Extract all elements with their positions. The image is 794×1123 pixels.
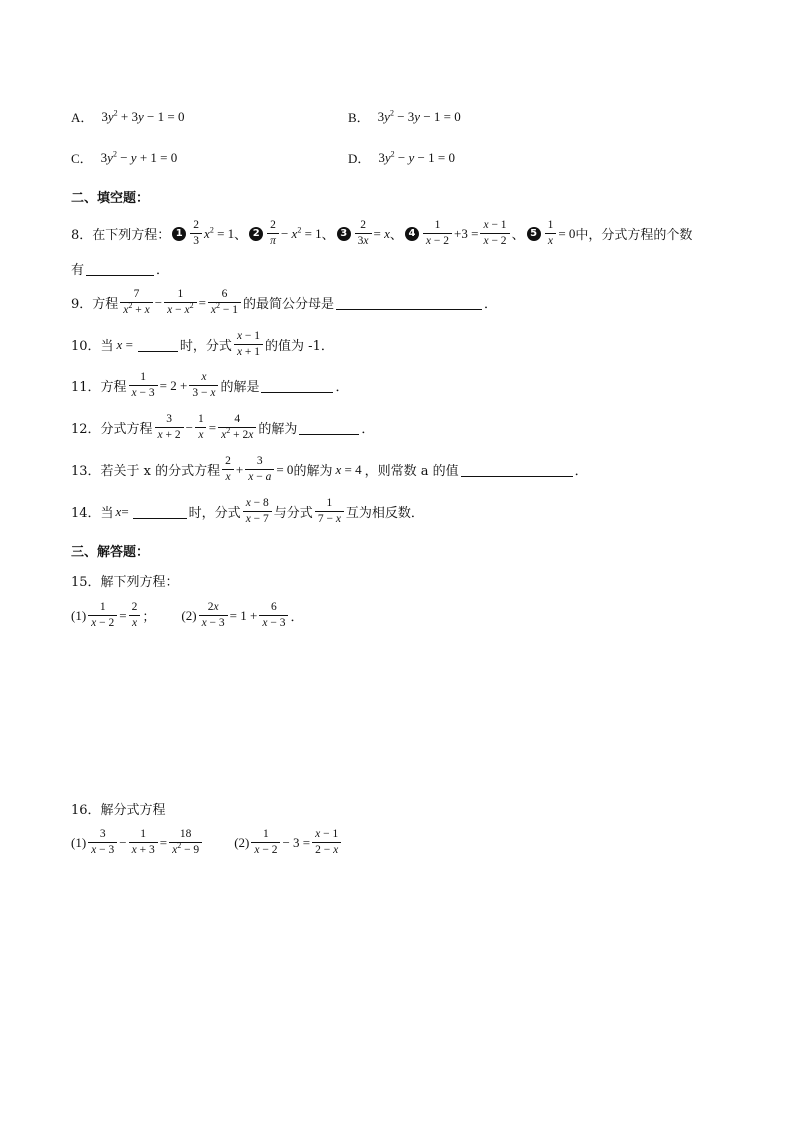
option-b-label: B． — [348, 110, 370, 125]
q15-part-1: (1) — [71, 607, 87, 623]
circled-5-icon: 5 — [527, 227, 541, 241]
question-16: (1) $\frac{3}{x - 3}$ − $\frac{1}{x + 3}$ = $\frac{18}{x^2 - 9}$ (2) $\frac{1}{x - 2}$ − 3 = $\frac{x - 1}{2 - x}$ — [71, 828, 343, 857]
circled-1-icon: 1 — [172, 227, 186, 241]
q14-suffix: 互为相反数． — [345, 506, 424, 522]
answer-blank[interactable] — [261, 378, 333, 393]
q8-end: ． — [156, 263, 170, 278]
q14-prefix: 14．当 — [71, 506, 114, 522]
question-15-title: 15．解下列方程： — [71, 575, 179, 590]
circled-2-icon: 2 — [249, 227, 263, 241]
option-a-label: A． — [71, 110, 94, 125]
q14-mid2: 与分式 — [273, 506, 313, 522]
question-16-title: 16．解分式方程 — [71, 803, 166, 818]
answer-blank[interactable] — [133, 504, 187, 519]
question-11: 11．方程 $\frac{1}{x - 3}$ = 2 + $\frac{x}{3 - x}$ 的解是 ． — [71, 371, 349, 400]
q9-suffix: 的最简公分母是 — [243, 297, 335, 313]
question-13: 13．若关于 x 的分式方程 $\frac{2}{x}$ + $\frac{3}{x - a}$ = 0 的解为 x = 4 ，则常数 a 的值 ． — [71, 455, 588, 484]
q15-end: ． — [290, 610, 304, 626]
option-c: C． $3y^2 - y + 1 = 0$ — [71, 149, 178, 166]
question-8: 8．在下列方程： 1 $\frac{2}{3}$ $x^2 = 1$ 、 2 $\frac{2}{\pi}$ − $x^2 = 1$ 、 3 $\frac{2}{3x}$ = x 、 4 $\frac{1}{x - 2}$ +3 = $\frac{x - 1}{x - 2}$ 、 5 $\frac{1}{x}$ = 0 中，分式方程的个数 — [71, 219, 693, 248]
q13-prefix: 13．若关于 x 的分式方程 — [71, 464, 221, 480]
option-a: A． $3y^2 + 3y - 1 = 0$ — [71, 108, 185, 125]
q13-end: ． — [574, 464, 588, 480]
q9-prefix: 9．方程 — [71, 297, 119, 313]
q8-prefix: 8．在下列方程： — [71, 228, 171, 244]
section-2-title: 二、填空题： — [71, 191, 150, 206]
q16-part-2: (2) — [234, 834, 250, 850]
q12-suffix: 的解为 — [258, 422, 298, 438]
section-3-title: 三、解答题： — [71, 545, 150, 560]
question-15: (1) $\frac{1}{x - 2}$ = $\frac{2}{x}$ ； (2) $\frac{2x}{x - 3}$ = 1 + $\frac{6}{x - 3}$ ． — [71, 601, 304, 630]
q9-end: ． — [484, 297, 498, 313]
q15-sep: ； — [142, 610, 156, 626]
q8-line2: 有 — [71, 263, 85, 278]
q11-end: ． — [335, 380, 349, 396]
q12-end: ． — [361, 422, 375, 438]
q12-prefix: 12．分式方程 — [71, 422, 153, 438]
answer-blank[interactable] — [299, 420, 359, 435]
option-d: D． $3y^2 - y - 1 = 0$ — [348, 149, 455, 166]
question-8-line2 — [71, 259, 169, 278]
q10-suffix: 的值为 -1． — [265, 339, 334, 355]
answer-blank[interactable] — [138, 337, 178, 352]
option-b: B． $3y^2 - 3y - 1 = 0$ — [348, 108, 461, 125]
q8-suffix: 中，分式方程的个数 — [575, 228, 693, 244]
question-14: 14．当 x= 时，分式 $\frac{x - 8}{x - 7}$ 与分式 $\frac{1}{7 - x}$ 互为相反数． — [71, 497, 424, 526]
q16-part-1: (1) — [71, 834, 87, 850]
question-9: 9．方程 $\frac{7}{x^2 + x}$ − $\frac{1}{x - x^2}$ = $\frac{6}{x^2 - 1}$ 的最简公分母是 ． — [71, 288, 498, 317]
option-c-label: C． — [71, 151, 93, 166]
question-10: 10．当 x = 时，分式 $\frac{x - 1}{x + 1}$ 的值为 -1． — [71, 330, 334, 359]
q10-prefix: 10．当 — [71, 339, 114, 355]
circled-3-icon: 3 — [337, 227, 351, 241]
q8-sep: 、 — [234, 228, 248, 244]
question-12: 12．分式方程 $\frac{3}{x + 2}$ − $\frac{1}{x}$ = $\frac{4}{x^2 + 2x}$ 的解为 ． — [71, 413, 375, 442]
answer-blank[interactable] — [336, 295, 482, 310]
q13-mid2: ，则常数 a 的值 — [364, 464, 459, 480]
answer-blank[interactable] — [461, 462, 573, 477]
q11-prefix: 11．方程 — [71, 380, 127, 396]
q15-part-2: (2) — [181, 607, 197, 623]
q10-mid: 时，分式 — [179, 339, 232, 355]
circled-4-icon: 4 — [405, 227, 419, 241]
option-d-label: D． — [348, 151, 371, 166]
q13-mid: 的解为 — [293, 464, 333, 480]
answer-blank[interactable] — [86, 261, 154, 276]
q14-mid: 时，分式 — [188, 506, 241, 522]
q11-suffix: 的解是 — [220, 380, 260, 396]
